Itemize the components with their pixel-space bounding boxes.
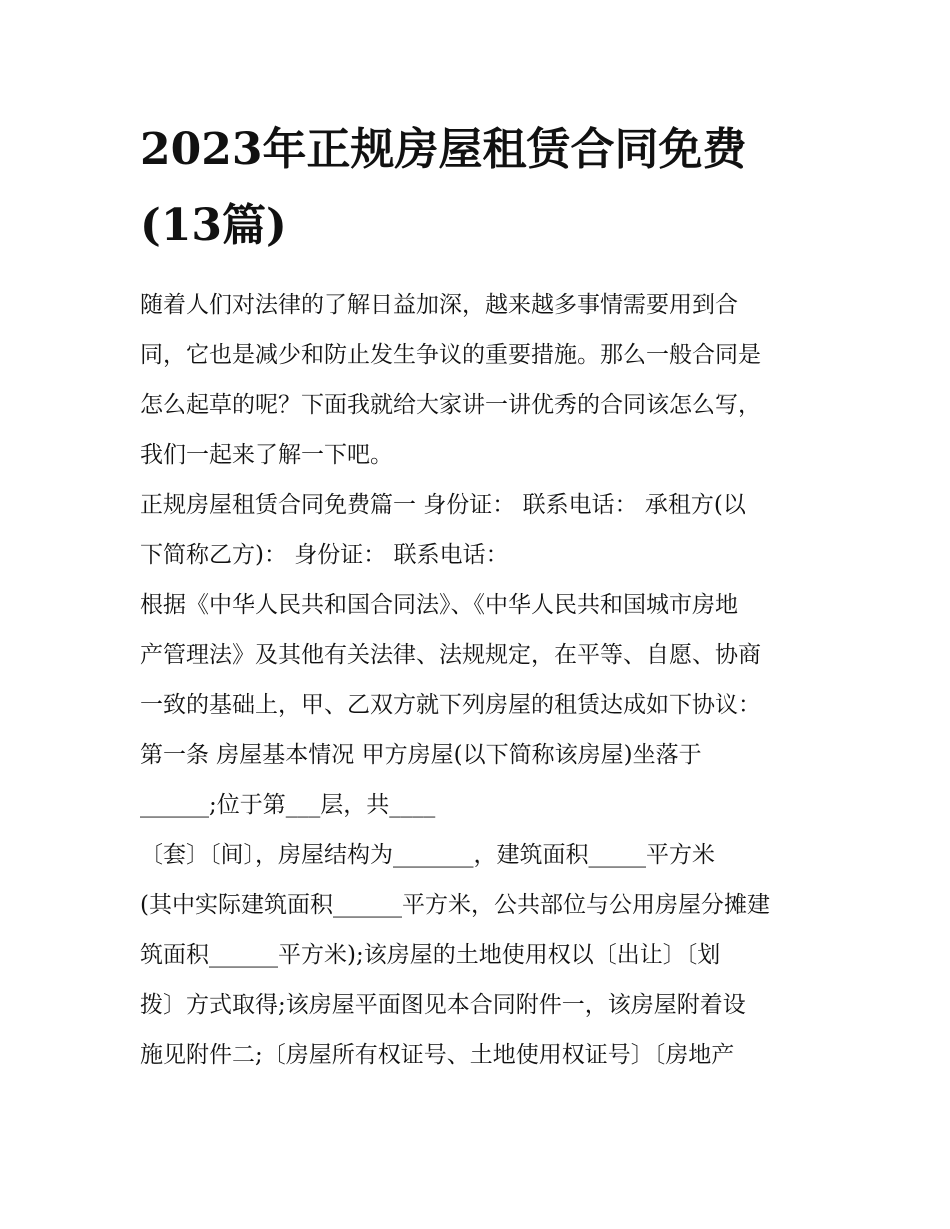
body-line: 施见附件二;〔房屋所有权证号、土地使用权证号〕〔房地产 <box>140 1042 735 1068</box>
title-line-1: 2023年正规房屋租赁合同免费 <box>140 124 747 175</box>
body-line: 根据《中华人民共和国合同法》、《中华人民共和国城市房地 <box>140 592 738 618</box>
document-title <box>140 112 820 264</box>
body-line: 我们一起来了解一下吧。 <box>140 442 393 468</box>
title-line-2: (13篇) <box>140 200 287 251</box>
body-line: 第一条 房屋基本情况 甲方房屋(以下简称该房屋)坐落于 <box>140 742 702 768</box>
body-line: ______;位于第___层，共____ <box>140 792 436 818</box>
body-line: 同，它也是减少和防止发生争议的重要措施。那么一般合同是 <box>140 342 761 368</box>
document-body <box>140 280 820 1080</box>
body-line: (其中实际建筑面积______平方米，公共部位与公用房屋分摊建 <box>140 892 770 918</box>
body-line: 一致的基础上，甲、乙双方就下列房屋的租赁达成如下协议： <box>140 692 761 718</box>
body-line: 下简称乙方)： 身份证： 联系电话： <box>140 542 509 568</box>
body-line: 随着人们对法律的了解日益加深，越来越多事情需要用到合 <box>140 292 738 318</box>
body-line: 拨〕方式取得;该房屋平面图见本合同附件一，该房屋附着设 <box>140 992 746 1018</box>
body-line: 筑面积______平方米);该房屋的土地使用权以〔出让〕〔划 <box>140 942 721 968</box>
body-line: 产管理法》及其他有关法律、法规规定，在平等、自愿、协商 <box>140 642 761 668</box>
body-line: 怎么起草的呢？下面我就给大家讲一讲优秀的合同该怎么写， <box>140 392 761 418</box>
body-line: 〔套〕〔间〕，房屋结构为_______，建筑面积_____平方米 <box>140 842 715 868</box>
body-line: 正规房屋租赁合同免费篇一 身份证： 联系电话： 承租方(以 <box>140 492 746 518</box>
